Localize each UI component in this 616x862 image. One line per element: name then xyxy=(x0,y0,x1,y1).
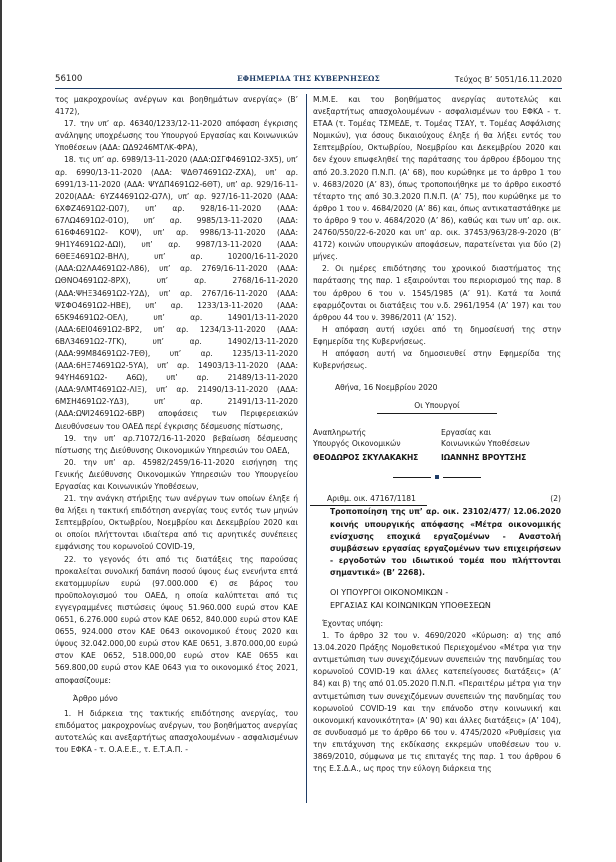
column-divider xyxy=(306,94,307,803)
left-column xyxy=(55,94,298,756)
header-rule xyxy=(55,88,562,89)
separator-line xyxy=(393,477,431,478)
signer-name: ΙΩΑΝΝΗΣ ΒΡΟΥΤΣΗΣ xyxy=(441,453,527,463)
article-title: Άρθρο μόνο xyxy=(73,693,118,703)
paragraph: Η απόφαση αυτή να δημοσιευθεί στην Εφημερίδα της Κυβερνήσεως. xyxy=(313,348,561,371)
decision-header xyxy=(313,493,561,506)
ministers-title: Οι Υπουργοί xyxy=(377,400,497,414)
section-separator xyxy=(313,475,561,479)
paragraph: 21. την ανάγκη στήριξης των ανέργων των οποίων έληξε ή θα λήξει η τακτική επιδότηση ανεργίας τους εντός των μηνών Σεπτεμβρίου, Οκτωβρίου, Νοεμβρίου και Δεκεμβρίου 2020 και οι οποίοι πλήττονται ιδιαίτερα από τις αρνητικές συνέπειες εμφάνισης του κορωνοϊού COVID-19, xyxy=(55,494,298,552)
signer-role: Εργασίας και xyxy=(441,428,492,438)
decision-title: Τροποποίηση της υπ’ αρ. οικ. 23102/477/ 12.06.2020 κοινής υπουργικής απόφασης «Μέτρα οικονομικής ενίσχυσης εποχικά εργαζομένων - Αναστολή συμβάσεων εργασίας εργαζομένων των επιχειρήσεων - εργοδοτών του ιδιωτικού τομέα που πλήττονται σημαντικά» (Β’ 2268). xyxy=(330,507,561,577)
decision-sequence: (2) xyxy=(550,494,561,504)
signer xyxy=(313,427,433,463)
decision-number: Αριθμ. οικ. 47167/1181 xyxy=(310,493,427,506)
paragraph: 19. την υπ’ αρ.71072/16-11-2020 βεβαίωση δέσμευσης πίστωσης της Διεύθυνσης Οικονομικών Υπηρεσιών του ΟΑΕΔ, xyxy=(55,433,298,455)
page-number: 56100 xyxy=(55,74,83,84)
signer xyxy=(441,427,561,463)
separator-square-icon xyxy=(435,475,439,479)
signatures xyxy=(313,427,561,463)
paragraph: 20. την υπ’ αρ. 45982/2459/16-11-2020 εισήγηση της Γενικής Διεύθυνσης Οικονομικών Υπηρεσιών του Υπουργείου Εργασίας και Κοινωνικών Υποθέσεων, xyxy=(55,457,298,491)
ministries-line: ΟΙ ΥΠΟΥΡΓΟΙ ΟΙΚΟΝΟΜΙΚΩΝ - xyxy=(330,588,449,597)
signer-role: Κοινωνικών Υποθέσεων xyxy=(441,439,530,449)
signer-role: Υπουργός Οικονομικών xyxy=(313,439,401,449)
issue-info: Τεύχος Β’ 5051/16.11.2020 xyxy=(454,75,562,84)
paragraph: 17. την υπ’ αρ. 46340/1233/12-11-2020 απόφαση έγκρισης ανάληψης υποχρέωσης του Υπουργού Εργασίας και Κοινωνικών Υποθέσεων (ΑΔΑ: ΩΔ9246ΜΤΛΚ-ΦΡΑ), xyxy=(55,119,298,153)
issuing-ministries xyxy=(313,587,561,612)
paragraph: 2. Οι ημέρες επιδότησης του χρονικού διαστήματος της παράτασης της παρ. 1 εξαιρούνται του περιορισμού της παρ. 8 του άρθρου 6 του ν. 1545/1985 (Α’ 91). Κατά τα λοιπά εφαρμόζονται οι διατάξεις του ν.δ. 2961/1954 (Α’ 197) και του άρθρου 44 του ν. 3986/2011 (Α’ 152). xyxy=(313,264,561,322)
paragraph: Μ.Μ.Ε. και του βοηθήματος ανεργίας αυτοτελώς και ανεξαρτήτως απασχολουμένων - ασφαλισμένων του ΕΦΚΑ - τ. ΕΤΑΑ (τ. Τομέας ΤΣΜΕΔΕ, τ. Τομέας ΤΣΑΥ, τ. Τομέας Ασφάλισης Νομικών), για όσους δικαιούχους έληξε ή θα λήξει εντός του Σεπτεμβρίου, Οκτωβρίου, Νοεμβρίου και Δεκεμβρίου 2020 και δεν έχουν επωφεληθεί της παράτασης του άρθρου έβδομου της από 20.3.2020 Π.Ν.Π. (Α’ 68), που κυρώθηκε με το άρθρο 1 του ν. 4683/2020 (Α’ 83), όπως τροποποιήθηκε με το άρθρο εικοστό τέταρτο της από 30.3.2020 Π.Ν.Π. (Α’ 75), που κυρώθηκε με το άρθρο 1 του ν. 4684/2020 (Α’ 86) και, όπως αντικαταστάθηκε με το άρθρο 9 του ν. 4684/2020 (Α’ 86), καθώς και των υπ’ αρ. οικ. 24760/550/22-6-2020 και υπ’ αρ. οικ. 37453/963/28-9-2020 (Β’ 4172) κοινών υπουργικών αποφάσεων, παρατείνεται για δύο (2) μήνες. xyxy=(313,95,561,262)
paragraph: 22. το γεγονός ότι από τις διατάξεις της παρούσας προκαλείται συνολική δαπάνη ποσού ύψους έως ενενήντα επτά εκατομμυρίων ευρώ (97.000.000 €) σε βάρος του προϋπολογισμού του ΟΑΕΔ, η οποία καλύπτεται από τις εγγεγραμμένες πιστώσεις ύψους 51.960.000 ευρώ στον ΚΑΕ 0651, 6.276.000 ευρώ στον ΚΑΕ 0652, 840.000 ευρώ στον ΚΑΕ 0655, 924.000 στον ΚΑΕ 0643 οικονομικού έτους 2020 και ύψους 32.042.000,00 ευρώ στον ΚΑΕ 0651, 3.870.000,00 ευρώ στον ΚΑΕ 0652, 518.000,00 ευρώ στον ΚΑΕ 0655 και 569.800,00 ευρώ στον ΚΑΕ 0643 για το οικονομικό έτος 2021, αποφασίζουμε: xyxy=(55,554,298,685)
signer-role: Αναπληρωτής xyxy=(313,428,367,438)
considering-label: Έχοντας υπόψη: xyxy=(322,619,384,628)
ministries-line: ΕΡΓΑΣΙΑΣ ΚΑΙ ΚΟΙΝΩΝΙΚΩΝ ΥΠΟΘΕΣΕΩΝ xyxy=(330,600,491,610)
right-column xyxy=(313,94,561,775)
page-left-edge xyxy=(0,0,2,862)
gazette-title: ΕΦΗΜΕΡΙΔΑ ΤΗΣ ΚΥΒΕΡΝΗΣΕΩΣ xyxy=(237,74,380,83)
paragraph: 1. Το άρθρο 32 του ν. 4690/2020 «Κύρωση: α) της από 13.04.2020 Πράξης Νομοθετικού Περιεχομένου «Μέτρα για την αντιμετώπιση των συνεχιζόμενων συνεπειών της πανδημίας του κορωνοϊού COVID-19 και άλλες κατεπείγουσες διατάξεις» (Α’ 84) και β) της από 01.05.2020 Π.Ν.Π. «Περαιτέρω μέτρα για την αντιμετώπιση των συνεχιζόμενων συνεπειών της πανδημίας του κορωνοϊού COVID-19 και την επάνοδο στην κοινωνική και οικονομική κανονικότητα» (Α’ 90) και άλλες διατάξεις» (Α’ 104), σε συνδυασμό με το άρθρο 66 του ν. 4745/2020 «Ρυθμίσεις για την επιτάχυνση της εκδίκασης εκκρεμών υποθέσεων του ν. 3869/2010, σύμφωνα με τις επιταγές της παρ. 1 του άρθρου 6 της Ε.Σ.Δ.Α., ως προς την εύλογη διάρκεια της xyxy=(313,631,561,774)
paragraph: 18. τις υπ’ αρ. 6989/13-11-2020 (ΑΔΑ:ΩΣΓΦ4691Ω2-3Χ5), υπ’ αρ. 6990/13-11-2020 (ΑΔΑ: ΨΔΘ74691Ω2-ΖΧΑ), υπ’ αρ. 6991/13-11-2020 (ΑΔΑ: ΨΥΔΠ4691Ω2-6ΘΤ), υπ’ αρ. 929/16-11-2020(ΑΔΑ: 6ΥΖ44691Ω2-Ω7Λ), υπ’ αρ. 927/16-11-2020 (ΑΔΑ: 6ΧΦΖ4691Ω2-Ω07), υπ’ αρ. 928/16-11-2020 (ΑΔΑ: 67ΛΩ4691Ω2-01Ο), υπ’ αρ. 9985/13-11-2020 (ΑΔΑ: 616Φ4691Ω2- ΚΟΨ), υπ’ αρ. 9986/13-11-2020 (ΑΔΑ: 9Η1Υ4691Ω2-ΔΩΙ), υπ’ αρ. 9987/13-11-2020 (ΑΔΑ: 6ΘΕΞ4691Ω2-ΒΗΛ), υπ’ αρ. 10200/16-11-2020 (ΑΔΑ:Ω2ΛΑ4691Ω2-Λ86), υπ’ αρ. 2769/16-11-2020 (ΑΔΑ: ΩΘΝΟ4691Ω2-8ΡΧ), υπ’ αρ. 2768/16-11-2020 (ΑΔΑ:ΨΗΞ34691Ω2-Υ2Δ), υπ’ αρ. 2767/16-11-2020 (ΑΔΑ: ΨΣΦΟ4691Ω2-ΗΒΕ), υπ’ αρ. 1233/13-11-2020 (ΑΔΑ: 65Κ94691Ω2-ΟΕΛ), υπ’ αρ. 14901/13-11-2020 (ΑΔΑ:6ΕΙ04691Ω2-ΒΡ2, υπ’ αρ. 1234/13-11-2020 (ΑΔΑ: 6ΒΛ34691Ω2-7ΓΚ), υπ’ αρ. 14902/13-11-2020 (ΑΔΑ:99Μ84691Ω2-7ΕΘ), υπ’ αρ. 1235/13-11-2020 (ΑΔΑ:6ΗΞ74691Ω2-5ΥΑ), υπ’ αρ. 14903/13-11-2020 (ΑΔΑ: 94ΥΗ4691Ω2- Α6Ω), υπ’ αρ. 21489/13-11-2020 (ΑΔΑ:9ΛΜΤ4691Ω2-ΛΙΞ), υπ’ αρ. 21490/13-11-2020 (ΑΔΑ: 6ΜΣΗ4691Ω2-ΥΔ3), υπ’ αρ. 21491/13-11-2020 (ΑΔΑ:ΩΨΙ24691Ω2-6ΒΡ) αποφάσεις των Περιφερειακών Διευθύνσεων του ΟΑΕΔ περί έγκρισης δέσμευσης πίστωσης, xyxy=(55,155,298,431)
place-date: Αθήνα, 16 Νοεμβρίου 2020 xyxy=(335,383,438,393)
paragraph: 1. Η διάρκεια της τακτικής επιδότησης ανεργίας, του επιδόματος μακροχρονίως ανέργων, του βοηθήματος ανεργίας αυτοτελώς και ανεξαρτήτως απασχολουμένων - ασφαλισμένων του ΕΦΚΑ - τ. Ο.Α.Ε.Ε., τ. Ε.Τ.Α.Π. - xyxy=(55,708,298,754)
separator-line xyxy=(443,477,481,478)
paragraph: τος μακροχρονίως ανέργων και βοηθημάτων ανεργίας» (Β’ 4172), xyxy=(55,95,298,117)
signer-name: ΘΕΟΔΩΡΟΣ ΣΚΥΛΑΚΑΚΗΣ xyxy=(313,453,419,463)
paragraph: Η απόφαση αυτή ισχύει από τη δημοσίευσή της στην Εφημερίδα της Κυβερνήσεως. xyxy=(313,324,561,346)
